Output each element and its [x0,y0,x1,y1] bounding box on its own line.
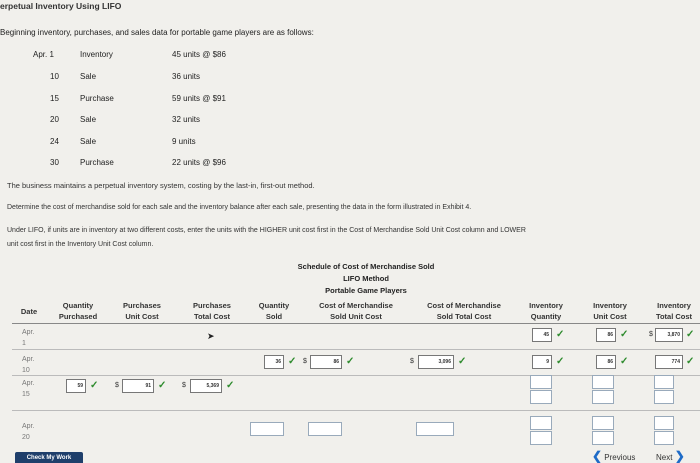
mouse-cursor-icon: ➤ [207,331,215,341]
intro-text: Beginning inventory, purchases, and sales data for portable game players are as follows: [0,28,314,37]
transaction-month: 24 [50,137,59,146]
inventory-unit-cost-input[interactable]: 86 [596,355,616,369]
check-my-work-button[interactable]: Check My Work [15,452,83,463]
row-date: Apr. 15 [22,380,35,398]
check-icon: ✓ [686,329,695,340]
col-cms-unit-cost: Cost of Merchandise Sold Unit Cost [319,301,393,321]
dollar-sign: $ [649,331,653,338]
cms-total-cost-input[interactable]: 3,096 [418,355,454,369]
check-icon: ✓ [620,356,629,367]
transaction-detail: 9 units [172,137,196,146]
transaction-type: Sale [80,115,97,124]
inventory-total-cost-input[interactable] [654,390,674,404]
row-divider [12,349,700,350]
system-text: The business maintains a perpetual inventory system, costing by the last-in, first-out method. [7,181,315,190]
page-title: erpetual Inventory Using LIFO [0,1,122,11]
check-icon: ✓ [226,380,235,391]
quantity-sold-input[interactable] [250,422,284,436]
inventory-quantity-input[interactable] [530,431,552,445]
transaction-detail: 59 units @ $91 [172,94,226,103]
row-date: Apr. 10 [22,356,35,374]
transaction-type: Sale [80,137,97,146]
quantity-purchased-input[interactable]: 59 [66,379,86,393]
chevron-left-icon: ❮ [592,449,603,463]
inventory-quantity-input[interactable]: 9 [532,355,552,369]
inventory-total-cost-input[interactable] [654,375,674,389]
check-icon: ✓ [90,380,99,391]
quantity-sold-input[interactable]: 36 [264,355,284,369]
purchases-unit-cost-input[interactable]: 91 [122,379,154,393]
inventory-total-cost-input[interactable]: 774 [655,355,683,369]
inventory-quantity-input[interactable] [530,416,552,430]
check-icon: ✓ [556,329,565,340]
col-purchases-unit-cost: Purchases Unit Cost [123,301,161,321]
col-inventory-unit-cost: Inventory Unit Cost [593,301,627,321]
inventory-unit-cost-input[interactable] [592,416,614,430]
note-text-2: unit cost first in the Inventory Unit Cost column. [7,241,154,248]
transaction-month: Apr. 1 [33,50,54,59]
purchases-total-cost-input[interactable]: 5,369 [190,379,222,393]
row-date: Apr. 1 [22,329,35,347]
cms-unit-cost-input[interactable] [308,422,342,436]
transaction-type: Purchase [80,94,114,103]
next-button[interactable]: Next ❯ [656,449,685,463]
transaction-type: Purchase [80,158,114,167]
dollar-sign: $ [303,358,307,365]
transaction-detail: 45 units @ $86 [172,50,226,59]
col-cms-total-cost: Cost of Merchandise Sold Total Cost [427,301,501,321]
check-icon: ✓ [158,380,167,391]
header-divider [12,323,700,324]
inventory-quantity-input[interactable] [530,390,552,404]
cms-unit-cost-input[interactable]: 86 [310,355,342,369]
inventory-unit-cost-input[interactable] [592,390,614,404]
chevron-right-icon: ❯ [674,449,685,463]
col-inventory-quantity: Inventory Quantity [529,301,563,321]
transaction-detail: 32 units [172,115,201,124]
dollar-sign: $ [115,382,119,389]
inventory-quantity-input[interactable]: 45 [532,328,552,342]
cms-total-cost-input[interactable] [416,422,454,436]
dollar-sign: $ [410,358,414,365]
transaction-detail: 36 units [172,72,201,81]
inventory-unit-cost-input[interactable] [592,375,614,389]
row-date: Apr. 20 [22,423,35,441]
transaction-type: Inventory [80,50,113,59]
check-icon: ✓ [288,356,297,367]
check-icon: ✓ [458,356,467,367]
inventory-total-cost-input[interactable]: 3,870 [655,328,683,342]
transaction-type: Sale [80,72,97,81]
inventory-total-cost-input[interactable] [654,431,674,445]
col-inventory-total-cost: Inventory Total Cost [655,301,693,321]
col-qty-sold: Quantity Sold [258,301,290,321]
check-icon: ✓ [556,356,565,367]
schedule-subject: Portable Game Players [325,286,407,295]
transaction-detail: 22 units @ $96 [172,158,226,167]
row-divider [12,410,700,411]
col-purchases-total-cost: Purchases Total Cost [193,301,231,321]
schedule-method: LIFO Method [343,274,389,283]
schedule-title: Schedule of Cost of Merchandise Sold [297,262,435,271]
inventory-unit-cost-input[interactable]: 86 [596,328,616,342]
inventory-quantity-input[interactable] [530,375,552,389]
transaction-month: 10 [50,72,59,81]
note-text-1: Under LIFO, if units are in inventory at two different costs, enter the units with the HIGHER unit cost first in the Cost of Merchandise Sold Unit Cost column and LOWER [7,227,526,234]
previous-button[interactable]: ❮ Previous [592,449,636,463]
check-icon: ✓ [346,356,355,367]
instruction-text: Determine the cost of merchandise sold for each sale and the inventory balance after each sale, presenting the data in the form illustrated in Exhibit 4. [7,204,472,211]
check-icon: ✓ [686,356,695,367]
check-icon: ✓ [620,329,629,340]
col-qty-purchased: Quantity Purchased [58,301,98,321]
transaction-month: 15 [50,94,59,103]
col-date: Date [20,307,38,316]
transaction-month: 20 [50,115,59,124]
dollar-sign: $ [182,382,186,389]
inventory-unit-cost-input[interactable] [592,431,614,445]
transaction-month: 30 [50,158,59,167]
inventory-total-cost-input[interactable] [654,416,674,430]
